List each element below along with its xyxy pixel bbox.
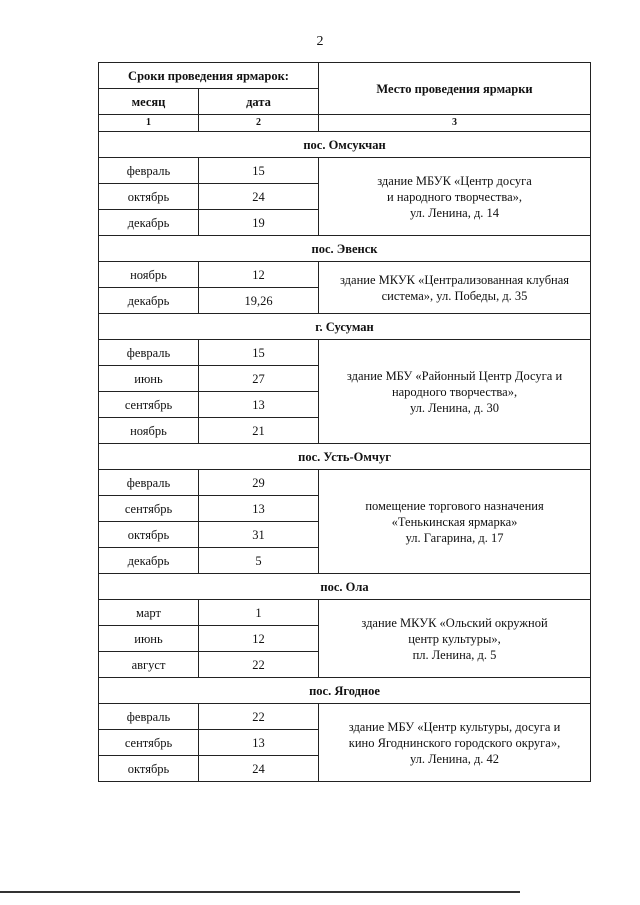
section-row — [99, 678, 591, 704]
month-cell: декабрь — [99, 210, 199, 236]
date-cell: 29 — [199, 470, 319, 496]
section-title: пос. Ола — [99, 574, 591, 600]
month-cell: сентябрь — [99, 392, 199, 418]
venue-line: центр культуры», — [408, 631, 501, 646]
venue-cell — [319, 704, 591, 782]
venue-line: здание МКУК «Ольский окружной — [361, 615, 548, 630]
section-title: пос. Усть-Омчуг — [99, 444, 591, 470]
month-cell: февраль — [99, 704, 199, 730]
date-cell: 21 — [199, 418, 319, 444]
table-row — [99, 262, 591, 288]
date-cell: 22 — [199, 704, 319, 730]
month-cell: октябрь — [99, 756, 199, 782]
month-cell: февраль — [99, 158, 199, 184]
venue-line: «Тенькинская ярмарка» — [391, 514, 518, 529]
date-cell: 12 — [199, 626, 319, 652]
venue-line: народного творчества», — [391, 384, 518, 399]
venue-line: ул. Ленина, д. 30 — [409, 400, 500, 415]
date-cell: 19 — [199, 210, 319, 236]
month-cell: октябрь — [99, 184, 199, 210]
venue-cell — [319, 158, 591, 236]
date-cell: 22 — [199, 652, 319, 678]
venue-cell — [319, 470, 591, 574]
month-cell: сентябрь — [99, 730, 199, 756]
venue-line: и народного творчества», — [387, 189, 522, 204]
date-cell: 31 — [199, 522, 319, 548]
venue-line: здание МБУ «Районный Центр Досуга и — [346, 368, 563, 383]
table-row — [99, 340, 591, 366]
column-number-3: 3 — [319, 115, 591, 132]
month-cell: ноябрь — [99, 262, 199, 288]
month-cell: февраль — [99, 470, 199, 496]
date-cell: 13 — [199, 730, 319, 756]
venue-line: ул. Ленина, д. 42 — [409, 751, 500, 766]
month-cell: март — [99, 600, 199, 626]
section-row — [99, 236, 591, 262]
date-cell: 13 — [199, 392, 319, 418]
date-cell: 5 — [199, 548, 319, 574]
date-cell: 24 — [199, 756, 319, 782]
month-cell: октябрь — [99, 522, 199, 548]
date-cell: 24 — [199, 184, 319, 210]
venue-line: кино Ягоднинского городского округа», — [348, 735, 561, 750]
terms-title: Сроки проведения ярмарок: — [99, 63, 319, 89]
venue-line: здание МКУК «Централизованная клубная — [339, 272, 570, 287]
table-row — [99, 600, 591, 626]
date-cell: 27 — [199, 366, 319, 392]
section-title: пос. Эвенск — [99, 236, 591, 262]
section-title: г. Сусуман — [99, 314, 591, 340]
column-number-2: 2 — [199, 115, 319, 132]
month-cell: июнь — [99, 626, 199, 652]
venue-cell — [319, 340, 591, 444]
table-row — [99, 158, 591, 184]
month-cell: ноябрь — [99, 418, 199, 444]
table-body — [99, 132, 591, 782]
section-title: пос. Ягодное — [99, 678, 591, 704]
venue-line: пл. Ленина, д. 5 — [412, 647, 497, 662]
place-column-header: Место проведения ярмарки — [319, 63, 591, 115]
section-row — [99, 444, 591, 470]
month-cell: декабрь — [99, 548, 199, 574]
section-row — [99, 314, 591, 340]
date-cell: 12 — [199, 262, 319, 288]
table-row — [99, 470, 591, 496]
date-cell: 19,26 — [199, 288, 319, 314]
month-cell: декабрь — [99, 288, 199, 314]
month-cell: июнь — [99, 366, 199, 392]
month-cell: февраль — [99, 340, 199, 366]
section-row — [99, 574, 591, 600]
month-cell: сентябрь — [99, 496, 199, 522]
date-cell: 15 — [199, 158, 319, 184]
venue-line: ул. Ленина, д. 14 — [409, 205, 500, 220]
venue-line: помещение торгового назначения — [365, 498, 544, 513]
venue-line: ул. Гагарина, д. 17 — [405, 530, 504, 545]
date-cell: 13 — [199, 496, 319, 522]
section-title: пос. Омсукчан — [99, 132, 591, 158]
venue-line: здание МБУ «Центр культуры, досуга и — [348, 719, 561, 734]
bottom-rule — [0, 891, 520, 893]
venue-line: система», ул. Победы, д. 35 — [381, 288, 528, 303]
section-row — [99, 132, 591, 158]
date-column-header: дата — [199, 89, 319, 115]
date-cell: 1 — [199, 600, 319, 626]
venue-line: здание МБУК «Центр досуга — [377, 173, 532, 188]
page-number: 2 — [316, 34, 324, 49]
venue-cell — [319, 262, 591, 314]
venue-cell — [319, 600, 591, 678]
date-cell: 15 — [199, 340, 319, 366]
column-number-1: 1 — [99, 115, 199, 132]
fair-schedule-table — [98, 62, 591, 782]
month-cell: август — [99, 652, 199, 678]
table-row — [99, 704, 591, 730]
month-column-header: месяц — [99, 89, 199, 115]
